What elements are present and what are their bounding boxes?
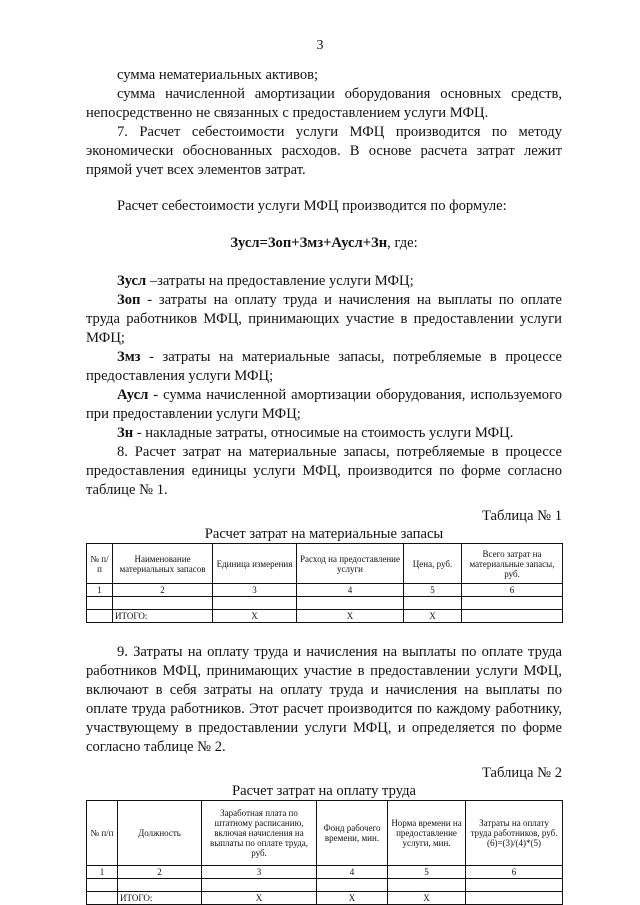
definition-item bbox=[86, 272, 562, 291]
table-cell bbox=[213, 597, 297, 610]
table1-label: Таблица № 1 bbox=[482, 508, 562, 524]
formula-suffix: , где: bbox=[387, 235, 418, 251]
table-labor-costs bbox=[86, 800, 563, 905]
table-cell: 1 bbox=[87, 866, 118, 879]
table-row bbox=[87, 597, 563, 610]
table-cell: 3 bbox=[202, 866, 317, 879]
definition-item bbox=[86, 424, 562, 443]
table-cell: 6 bbox=[462, 584, 563, 597]
table-material-costs bbox=[86, 543, 563, 623]
table-total-row bbox=[87, 892, 563, 905]
table-cell: 4 bbox=[317, 866, 388, 879]
table-header-cell: Всего затрат на материальные запасы, руб. bbox=[462, 544, 563, 584]
paragraph-item-8: 8. Расчет затрат на материальные запасы, потребляемые в процессе предоставления единицы услуги МФЦ, производится по форме согласно таблице № 1. bbox=[86, 444, 562, 498]
table-header-cell: Расход на предоставление услуги bbox=[297, 544, 404, 584]
table-cell bbox=[113, 597, 213, 610]
definition-item bbox=[86, 386, 562, 424]
table-cell: 3 bbox=[213, 584, 297, 597]
table1-caption: Расчет затрат на материальные запасы bbox=[204, 526, 444, 542]
paragraph-item-7: 7. Расчет себестоимости услуги МФЦ производится по методу экономически обоснованных расходов. В основе расчета затрат лежит прямой учет всех элементов затрат. bbox=[86, 124, 562, 178]
definition-term: Аусл bbox=[117, 387, 149, 403]
table-total-row bbox=[87, 610, 563, 623]
table-cell: Х bbox=[404, 610, 462, 623]
table-cell: 2 bbox=[118, 866, 202, 879]
table-cell: Х bbox=[388, 892, 466, 905]
definition-item bbox=[86, 348, 562, 386]
paragraph: сумма нематериальных активов; bbox=[117, 67, 319, 83]
paragraph-item-9: 9. Затраты на оплату труда и начисления на выплаты по оплате труда работников МФЦ, принимающих участие в предоставлении услуги МФЦ, включают в себя затраты на оплату труда и начисления на выплаты по оплате труда работников. Этот расчет производится по каждому работнику, участвующему в предоставлении услуги МФЦ, и определяется по форме согласно таблице № 2. bbox=[86, 644, 562, 755]
definition-term: Зоп bbox=[117, 292, 141, 308]
table-cell bbox=[388, 879, 466, 892]
table-cell bbox=[118, 879, 202, 892]
table-header-cell: Заработная плата по штатному расписанию, включая начисления на выплаты по оплате труда, руб. bbox=[202, 801, 317, 866]
table-header-cell: № п/п bbox=[87, 544, 113, 584]
table-cell bbox=[87, 879, 118, 892]
table-cell: 5 bbox=[388, 866, 466, 879]
formula-intro: Расчет себестоимости услуги МФЦ производится по формуле: bbox=[117, 198, 507, 214]
table-header-cell: Цена, руб. bbox=[404, 544, 462, 584]
table-number-row bbox=[87, 584, 563, 597]
table-cell bbox=[404, 597, 462, 610]
definition-term: Змз bbox=[117, 349, 141, 365]
table-cell: 1 bbox=[87, 584, 113, 597]
table-cell bbox=[462, 597, 563, 610]
formula-expression: Зусл=Зоп+Змз+Аусл+Зн bbox=[230, 235, 388, 251]
table-header-cell: Норма времени на предоставление услуги, мин. bbox=[388, 801, 466, 866]
table-number-row bbox=[87, 866, 563, 879]
table-cell bbox=[202, 879, 317, 892]
definition-text: - затраты на оплату труда и начисления на выплаты по оплате труда работников МФЦ, принимающих участие в предоставлении услуги МФЦ; bbox=[86, 292, 562, 346]
table-header-cell: Наименование материальных запасов bbox=[113, 544, 213, 584]
table-header-row bbox=[87, 801, 563, 866]
table-cell: Х bbox=[317, 892, 388, 905]
table2-label: Таблица № 2 bbox=[482, 765, 562, 781]
definition-item bbox=[86, 291, 562, 348]
table-cell: 4 bbox=[297, 584, 404, 597]
table-cell bbox=[462, 610, 563, 623]
table-header-cell: Должность bbox=[118, 801, 202, 866]
table-cell: Х bbox=[297, 610, 404, 623]
table-cell: 2 bbox=[113, 584, 213, 597]
table2-caption: Расчет затрат на оплату труда bbox=[232, 783, 416, 799]
table-cell: 5 bbox=[404, 584, 462, 597]
definition-term: Зн bbox=[117, 425, 134, 441]
table-cell bbox=[87, 597, 113, 610]
table-cell: ИТОГО: bbox=[113, 610, 213, 623]
paragraph: сумма начисленной амортизации оборудования основных средств, непосредственно не связанных с предоставлением услуги МФЦ. bbox=[86, 86, 562, 121]
table-cell bbox=[317, 879, 388, 892]
table-cell bbox=[87, 610, 113, 623]
formula bbox=[86, 234, 562, 253]
table-cell: Х bbox=[202, 892, 317, 905]
table-cell bbox=[466, 879, 563, 892]
definition-text: –затраты на предоставление услуги МФЦ; bbox=[146, 273, 414, 289]
definition-text: - накладные затраты, относимые на стоимость услуги МФЦ. bbox=[133, 425, 514, 441]
definition-text: - сумма начисленной амортизации оборудования, используемого при предоставлении услуги МФЦ; bbox=[86, 387, 562, 422]
table-row bbox=[87, 879, 563, 892]
table-header-cell: № п/п bbox=[87, 801, 118, 866]
table-cell: Х bbox=[213, 610, 297, 623]
table-cell bbox=[297, 597, 404, 610]
table-header-cell: Затраты на оплату труда работников, руб. (6)=(3)/(4)*(5) bbox=[466, 801, 563, 866]
table-cell bbox=[87, 892, 118, 905]
page-number: 3 bbox=[316, 38, 324, 53]
table-cell: 6 bbox=[466, 866, 563, 879]
document-body bbox=[86, 66, 562, 905]
definition-term: Зусл bbox=[117, 273, 147, 289]
table-cell bbox=[466, 892, 563, 905]
table-cell: ИТОГО: bbox=[118, 892, 202, 905]
table-header-row bbox=[87, 544, 563, 584]
table-header-cell: Единица измерения bbox=[213, 544, 297, 584]
table-header-cell: Фонд рабочего времени, мин. bbox=[317, 801, 388, 866]
definition-text: - затраты на материальные запасы, потребляемые в процессе предоставления услуги МФЦ; bbox=[86, 349, 562, 384]
